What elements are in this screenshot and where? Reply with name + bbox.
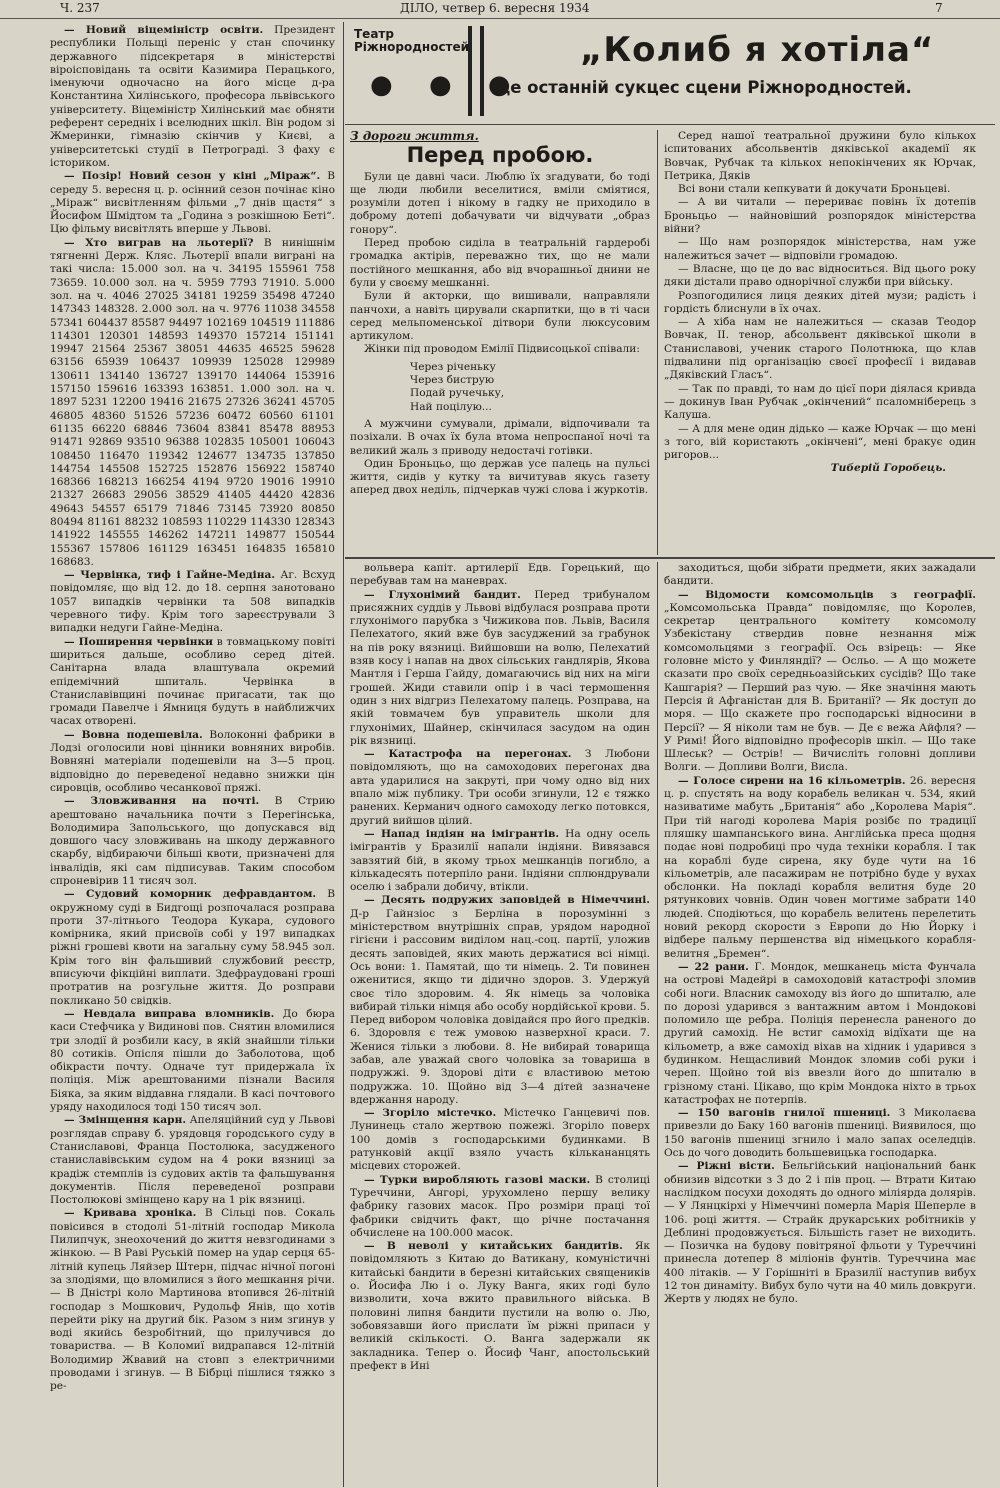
news-text: З Миколаєва привезли до Баку 160 вагонів пшениці. Виявилося, що 150 вагонів пшениці згнило і мало запах оселедців. Ось до чого доводить большевицька господарка.: [664, 1107, 976, 1160]
news-item: [664, 589, 976, 775]
news-text: В нинішнім тягненні Держ. Кляс. Льотерії впали виграні на такі числа: 15.000 зол. на ч. 34195 155961 758 73659. 10.000 зол. на ч. 5959 7793 71910. 5.000 зол. на ч. 4046 27025 34181 19259 35498 47240 147343 148328. 2.000 зол. на ч. 9776 11038 34558 57341 604437 85587 94497 102169 104519 111886 114301 120301 148593 149370 157214 151141 19947 21564 25367 38051 44635 46525 59628 63156 65939 106437 109939 125028 129989 130611 134140 136727 139170 144064 153916 157150 159616 163393 163851. 1.000 зол. на ч. 1897 5231 12200 19416 21675 27326 36241 45705 46805 48360 51526 57236 60472 60560 61101 61135 66220 68846 73604 83841 85478 88953 91471 92869 93510 96388 102835 105001 106043 108450 116470 119342 124677 134735 137850 144754 145508 152725 152876 156922 158740 168366 168213 166254 4194 9720 19016 19910 21327 26683 29056 38529 41405 44420 42836 49643 54557 65179 71846 73145 73920 80850 80494 81161 88232 108593 110229 114330 128343 141922 145555 146262 147211 149877 150544 155367 157806 161129 163451 164835 165810 168683.: [50, 236, 335, 568]
poem-line: Через річеньку: [410, 360, 496, 373]
story-paragraph: Були це давні часи. Люблю їх згадувати, бо тоді ще люди любили веселитися, вміли сміятися, розуміли дотеп і нікому в гадку не приходило в доброму дотепі добачувати чи відчувати „образ гонору“.: [350, 170, 650, 236]
news-item: [350, 589, 650, 749]
news-text: заходиться, щоби зібрати предмети, яких зажадали бандити.: [664, 562, 976, 588]
news-text: На одну осель імігрантів у Бразилії напали індіяни. Вивязався завзятий бій, в якому трьох мешканців погибло, а кількадесять потерпіло рани. Індіяни сплюндрували оселю і забрали добичу, втікли.: [350, 827, 650, 894]
news-item: [664, 775, 976, 961]
ad-theatre-name: [354, 28, 469, 54]
news-text: Д-р Гайнзіос з Берліна в порозумінні з міністерством внутрішніх справ, урядом народної гігієни і рассовим виділом нац.-соц. партії, уложив десять заповідей, яких мають держатися всі німці. Ось вони: 1. Памятай, що ти німець. 2. Ти повинен оженитися, якщо ти дідично здоров. 3. Удержуй своє тіло здоровим. 4. Як німець за чоловіка вибирай тільки німця або особу нордійської крови. 5. Перед вибором чоловіка довідайся про його предків. 6. Здоровля є теж умовою назверхної краси. 7. Женися тільки з любови. 8. Не вибирай товарища забав, але уважай свого чоловіка за товариша в подружжі. 9. Здорові діти є властивою метою подружжа. 10. Щойно від 3—4 дітей зазначене вдержання народу.: [350, 907, 650, 1106]
ad-title: „Колиб я хотіла“: [580, 30, 935, 70]
news-text: До бюра каси Стефчика у Видинові пов. Снятин вломилися три злодії й розбили касу, в якій знайшли тільки 80 сотиків. Опісля пішли до Заболотова, щоб обікрасти почту. Одначе тут придержала їх поліція. Між арештованими пізнали Василя Біяка, за яким віддавна глядали. В касі почтового уряду находилося тоді 150 тисяч зол.: [50, 1007, 335, 1114]
news-headline: — Поширення червінки: [64, 635, 214, 648]
news-headline: — Десять подружих заповідей в Німеччині.: [364, 894, 650, 907]
news-headline: — Глухонімий бандит.: [364, 588, 521, 601]
news-item: [50, 1008, 335, 1114]
ad-bottom-rule: [345, 124, 995, 125]
news-text: Г. Мондок, мешканець міста Фунчала на острові Мадейрі в самоходовій катастрофі зломив собі ноги. Власник самоходу віз його до шпиталю, але по дорозі ударився з вантажним автом і Мондокові поломило ще ребра. Поліція перенесла раненого до другий самохід. Не встиг самохід відїхати ще на кільометр, а вже самохід віхав на хідник і ударився з будинком. Нещасливий Мондок зломив собі руки і череп. Щойно той віз ввезли його до шпиталю в грізному стані. Цікаво, що крім Мондока ніхто в трьох катастрофах не потерпів.: [664, 960, 976, 1106]
news-headline: — Напад індіян на імігрантів.: [364, 827, 560, 840]
news-item: [350, 1174, 650, 1240]
news-headline: — Кривава хроніка.: [64, 1207, 197, 1220]
news-item: [664, 961, 976, 1107]
story-paragraph: — А хіба нам не належиться — сказав Теодор Вовчак, II. тенор, абсольвент дяківської школи в Станиславові, ученик старого Полотнюка, що клав підвалини під організацію своєї професії і видавав „Дяківский Гласъ“.: [664, 316, 976, 382]
column-rule-1: [343, 22, 344, 1487]
story-paragraph: — А ви читали — перериває повінь їх дотепів Броньцьо — найновіший розпорядок міністерства війни?: [664, 196, 976, 236]
news-headline: — Вовна подешевіла.: [64, 728, 203, 741]
news-text: В середу 5. вересня ц. р. осінний сезон почінає кіно „Міраж“ висвітленням фільми „7 днів щастя“ з Йосифом Шмідтом та „Година з розкішною Беті“. Цю фільму висвітлять вперше у Львові.: [50, 170, 335, 236]
story-paragraph: Жінки під проводом Емілії Підвисоцької співали:: [364, 343, 640, 356]
right-column: [664, 562, 976, 1487]
news-item: [664, 1107, 976, 1160]
news-text: З Любони повідомляють, що на самоходових перегонах два авта ударилися на закруті, при чому одно від них впало між публику. Три особи згинули, 12 є тяжко ранених. Керманич одного самоходу легко потовкся, другий вийшов цілий.: [350, 748, 650, 827]
news-headline: — Новий віцеміністр освіти.: [64, 24, 264, 36]
news-text: в товмацькому повіті шириться дальше, особливо серед дітей. Санітарна влада влаштувала окремий епідемічний шпиталь. Червінка в Станиславівщині починає пригасати, так що громади Павелче і Ямниця будуть в найближчих часах отворені.: [50, 635, 335, 728]
news-item: [664, 1160, 976, 1306]
ad-subtitle: це останній сукцес сцени Ріжнородностей.: [498, 78, 912, 97]
page-header: [0, 0, 1000, 19]
news-text: В окружному суді в Бидгощі розпочалася розправа проти 37-літнього Теодора Кукара, судового комірника, який присвоїв собі у 197 випадках ріжні грошеві квоти на загальну суму 58.945 зол. Крім того він фальшивий службовий реєстр, вписуючи фікційні виплати. Здефраудовані гроші протратив на розгульне життя. До розправи покликано 50 свідків.: [50, 888, 335, 1007]
news-item: [664, 562, 976, 589]
story-paragraph: Розпогодилися лиця деяких дітей музи; радість і гордість блиснули в їх очах.: [664, 289, 976, 315]
news-item: [50, 569, 335, 635]
story-paragraph: Були й акторки, що вишивали, направляли панчохи, а навіть цирували скарпитки, що в ті часи серед мельпоменської дітвори були люксусовим артикулом.: [350, 290, 650, 343]
news-headline: — 22 рани.: [678, 960, 749, 973]
news-item: [350, 894, 650, 1107]
story-paragraph: Серед нашої театральної дружини було кількох іспитованих абсольвентів дяківської академії як Вовчак, Рубчак та кількох непокінчених як Юрчак, Петрика, Дяків: [664, 130, 976, 182]
news-headline: — В неволі у китайських бандитів.: [364, 1240, 623, 1253]
news-text: Містечко Ганцевичі пов. Лунинець стало жертвою пожежі. Згоріло поверх 100 домів з господарськими будинками. В ратунковій акції взяло участь кількананцять місцевих сторожей.: [350, 1107, 650, 1173]
news-text: Перед трибуналом присяжних суддів у Львові відбулася розправа проти глухонімого парубка з Чижикова пов. Львів, Василя Пелехатого, який вже був засуджений за грабунок на пів року вязниці. Вийшовши на волю, Пелехатий взяв косу і напав на двох сільських гандлярів, Якова Мантля і Герша Гайду, домагаючись від них на міги грошей. Жиди ставили опір і в часі термошення один з них відгриз Пелехатому палець. Розправа, на якій товмачем був управитель школи для глухонімих, Шайнер, скінчилася засудом на один рік вязниці.: [350, 588, 650, 747]
news-item: [50, 237, 335, 569]
ad-theatre-line2: Ріжнородностей: [354, 40, 470, 54]
story-paragraph: — Власне, що це до вас відноситься. Від цього року дяки дістали право однорічної служби при війську.: [664, 262, 976, 289]
news-text: Аг. Всхуд повідомляє, що від 12. до 18. серпня занотовано 1057 випадків червінки та 508 випадків черевного тифу. Крім того зареєстрували 3 випадки недуги Гайне-Медіна.: [50, 569, 335, 635]
masthead-date: ДІЛО, четвер 6. вересня 1934: [400, 1, 590, 15]
news-headline: — Ріжні вісти.: [678, 1160, 775, 1173]
news-item: [350, 828, 650, 894]
story-paragraph: — Що нам розпорядок міністерства, нам уже належиться зачет — відповіли громадою.: [664, 236, 976, 262]
news-text: В Стрию арештовано начальника почти з Перегінська, Володимира Запольського, що допускався від довшого часу зловживань на шкоду державного скарбу, відбираючи більші квоти, призначені для інвалідів, які сам підписував. Таким способом спроневірив 11 тисяч зол.: [50, 795, 335, 887]
news-headline: — Турки виробляють газові маски.: [364, 1173, 591, 1186]
story-paragraph: Всі вони стали кепкувати й докучати Броньцеві.: [678, 183, 951, 196]
news-headline: — Змінщення карн.: [64, 1114, 187, 1127]
ad-dots: ● ● ●: [370, 70, 525, 100]
news-headline: — Невдала виправа вломників.: [64, 1007, 275, 1020]
news-item: [50, 1207, 335, 1393]
news-item: [50, 24, 335, 170]
story-section-label: З дороги життя.: [350, 130, 479, 143]
story-bottom-rule: [345, 557, 995, 559]
theatre-advertisement: [350, 24, 995, 124]
news-headline: — Червінка, тиф і Гайне-Медіна.: [64, 569, 276, 582]
news-item: [50, 636, 335, 729]
story-column-b: [664, 130, 976, 555]
story-signature: Тиберій Горобець.: [830, 462, 946, 475]
news-item: [50, 1114, 335, 1207]
page-number-left: Ч. 237: [60, 1, 100, 15]
news-headline: — Згоріло містечко.: [364, 1107, 497, 1120]
story-paragraph: — Так по правді, то нам до цієї пори діялася кривда — докинув Іван Рубчак „окінчений“ псаломніберець з Калуша.: [664, 382, 976, 422]
news-item: [350, 748, 650, 828]
news-item: [50, 888, 335, 1008]
news-text: В столиці Туреччини, Ангорі, урухомлено першу велику фабрику газових масок. Про розміри праці тої фабрики свідчить факт, що річне постачання обчислене на 100.000 масок.: [350, 1173, 650, 1239]
news-headline: — Судовий коморник дефравдантом.: [64, 888, 317, 901]
news-headline: — Зловживання на почті.: [64, 795, 260, 808]
news-text: Бельгійський національний банк обнизив відсотки з 3 до 2 і пів проц. — Втрати Китаю наслідком посухи доходять до одного міліярда долярів. — У Лянцкірхі у Німеччині померла Марія Шеперле в 106. році життя. — Страйк друкарських робітників у Деблині продовжується. Більшість газет не виходить. — Позичка на будову повітряної фльоти у Туреччині принесла дотепер 8 міліонів фунтів. Туреччина має 400 літаків. — У Горішніті в Бразилії наступив вибух 12 тон динаміту. Вибух було чути на 40 миль довкруги. Жертв у людях не було.: [664, 1160, 976, 1306]
news-headline: — Катастрофа на перегонах.: [364, 748, 572, 761]
story-paragraph: — А для мене один дідько — каже Юрчак — що мені з того, вій користають „окінчені“, мені бракує один ригоров...: [664, 422, 976, 462]
news-text: Як повідомляють з Китаю до Ватикану, комуністичні китайські бандити в березні китайських священиків о. Йосифа Лю і о. Луку Ванга, яких годі було визволити, хоча вжито правильного війська. В половині липня бандити пустили на волю о. Лю, зобовязавши його прислати їм ріжні припаси у великій скількості. О. Ванга задержали як закладника. Тепер о. Йосиф Чанг, апостольський префект в Ині: [350, 1240, 650, 1372]
story-paragraph: Один Броньцьо, що держав усе палець на пульсі життя, сидів у кутку та вичитував якусь газету аперед двох неділь, підчеркав чужі слова і журкотів.: [350, 457, 650, 497]
news-text: Апеляційний суд у Львові розглядав справу б. урядовця городського суду в Станиславові, Франца Постолюка, засудженого станиславівським судом на 4 роки вязниці за крадіж стемплів із судових актів та фальшування документів. Після переведеної розправи Постолюкові змінщено кару на 1 рік вязниці.: [50, 1114, 335, 1207]
news-text: вольвера капіт. артилерії Едв. Горецький, що перебував там на маневрах.: [350, 562, 650, 588]
news-item: [350, 562, 650, 589]
page-number-right: 7: [935, 1, 943, 15]
news-item: [50, 170, 335, 236]
story-poem: [410, 361, 650, 414]
news-text: Президент республики Польщі переніс у стан спочинку державного підсекретаря в міністерстві віроісповідань та освіти Казимира Перацького, іменуючи одночасно на його місце д-ра Константина Хилінського, професора львівського університету. Віцеміністр Хилінський має обняти референт середніх і вселюдних шкіл. Він родом зі Жмеринки, гімназію скінчив у Києві, а університетські студії в Петрограді. З фаху є істориком.: [50, 24, 335, 169]
poem-line: Подай ручечьку,: [410, 387, 505, 400]
news-item: [50, 729, 335, 795]
poem-line: Най поцілую...: [410, 400, 492, 413]
news-headline: — 150 вагонів гнилої пшениці.: [678, 1107, 891, 1120]
story-title: Перед пробою.: [406, 143, 594, 168]
news-text: 26. вересня ц. р. спустять на воду корабель великан ч. 534, який називатиме мабуть „Британія“ або „Королева Марія“. При тій нагоді королева Марія розібє по традиції пляшку шампанського вина. Англійська преса щодня подає нові подробиці про чуда техніки корабля. І так на кораблі буде сирена, яку буде чути на 16 кільометрів, але пасажирам не потрібно буде у вухах обслонки. На покладі корабля велитня буде 20 рятункових човнів. Один човен могтиме забрати 140 людей. Сподіються, що корабель велитень перелетить новий рекорд скорости з Европи до Ню Йорку і відбере пальму першенства від німецького корабля-велитня „Бремен“.: [664, 774, 976, 960]
news-item: [350, 1107, 650, 1173]
middle-column: [350, 562, 650, 1487]
news-item: [50, 795, 335, 888]
ad-theatre-line1: Театр: [354, 27, 394, 41]
poem-line: Через биструю: [410, 374, 495, 387]
column-rule-2: [657, 562, 658, 1487]
news-item: [350, 1240, 650, 1373]
news-text: В Сільці пов. Сокаль повісився в стодолі 51-літній господар Микола Пилипчук, знеохочений до життя невзгодинами з жінкою. — В Раві Руській помер на удар серця 65-літній купець Ляйзер Штерн, підчас нічної погоні за злодіями, що вломилися з його мешкання річи. — В Дністрі коло Мартинова втопився 26-літній господар з Мошкович, Рудольф Янів, що хотів перейти ріку на другий бік. Разом з ним згинув у воді якийсь безробітний, що прилучився до товариства. — В Коломиї видрапався 12-літній Володимир Жвавий на стовп з електричними проводами і згинув. — В Бібрці пішлися тяжко з ре-: [50, 1207, 335, 1393]
story-paragraph: Перед пробою сиділа в театральній гардеробі громадка актірів, переважно тих, що не мали постійного мешкання, або від вчорашньої днини не були у своєму мешканні.: [350, 237, 650, 289]
news-headline: — Позір! Новий сезон у кіні „Міраж“.: [64, 170, 321, 183]
story-column-rule: [657, 130, 658, 555]
news-text: Волоконні фабрики в Лодзі оголосили нові цінники вовняних виробів. Вовняні матеріали подешевіли на 3—5 проц. відповідно до переведеної недавно знижки цін сировців, особливо чесанкової пряжі.: [50, 728, 335, 794]
left-column: [50, 24, 335, 1486]
news-headline: — Голосе сирени на 16 кільометрів.: [678, 774, 906, 787]
ad-divider-bars: [468, 26, 484, 116]
news-text: „Комсомольська Правда“ повідомляє, що Королев, секретар центрального комітету комсомолу Узбекістану ствердив повне незнання між комсомольцями з географії. Ось взірець: — Яке головне місто у Финляндії? — Осльо. — А що можете сказати про своїх середньоазійських сусідів? Що таке Кашгарія? — Перший раз чую. — Яке значіння мають Персія й Афганістан для В. Британії? — Як доступ до моря. — Що скажете про господарські відносини в Персії? — Я ніколи там не був. — Де є вежа Айфля? — У Римі! Його відповідно професорів шкіл. — Що таке Шлеськ? — Острів! — Вичисліть головні допливи Волги. — Допливи Волги, Висла.: [664, 601, 976, 774]
story-column-a: [350, 130, 650, 555]
news-headline: — Хто виграв на льотерії?: [64, 236, 254, 249]
story-paragraph: А мужчини сумували, дрімали, відпочивали та позіхали. В очах їх була втома непроспаної ночі та великий жаль з приводу недостачі готівки.: [350, 417, 650, 457]
news-headline: — Відомости комсомольців з географії.: [678, 588, 976, 601]
